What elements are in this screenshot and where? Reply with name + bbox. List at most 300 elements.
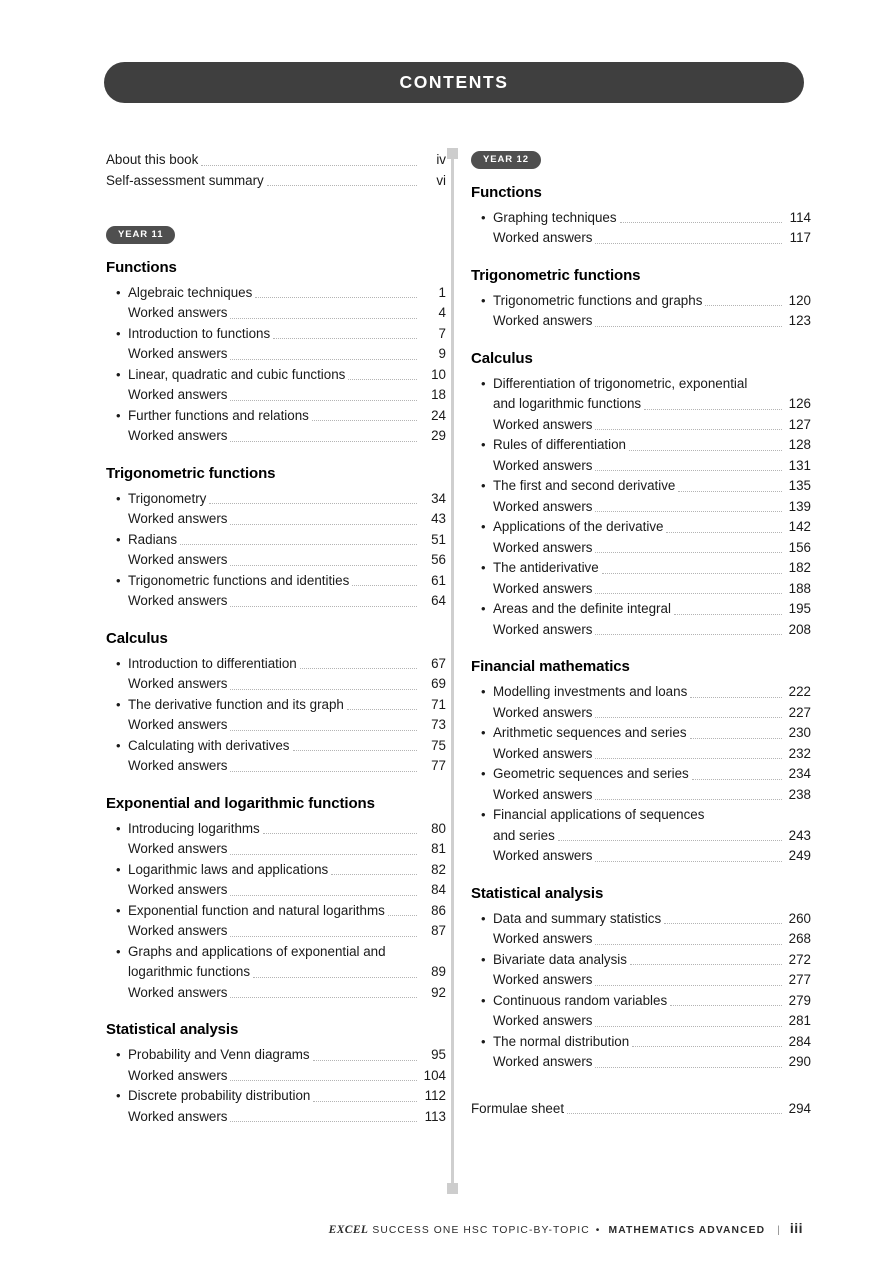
toc-entry-label: and series bbox=[493, 827, 555, 843]
toc-answers-row[interactable] bbox=[471, 703, 811, 724]
toc-entry-label: Calculating with derivatives bbox=[128, 737, 290, 753]
dot-leader bbox=[644, 409, 782, 410]
bullet-icon: • bbox=[481, 725, 486, 740]
bullet-icon: • bbox=[116, 325, 121, 341]
footer-subject: MATHEMATICS ADVANCED bbox=[608, 1225, 766, 1236]
toc-answers-row[interactable] bbox=[106, 1107, 446, 1128]
bullet-icon: • bbox=[481, 560, 486, 575]
toc-entry-page: 89 bbox=[431, 964, 446, 979]
toc-answers-page: 227 bbox=[788, 704, 811, 720]
toc-answers-label: Worked answers bbox=[128, 758, 228, 773]
toc-answers-row[interactable] bbox=[471, 1052, 811, 1073]
dot-leader bbox=[313, 1101, 417, 1102]
bullet-icon: • bbox=[116, 284, 121, 300]
toc-entry-page: 279 bbox=[788, 992, 811, 1008]
dot-leader bbox=[595, 1067, 782, 1068]
year-badge: YEAR 11 bbox=[106, 226, 175, 244]
toc-answers-label: Worked answers bbox=[128, 1067, 228, 1083]
toc-entry-wrapped[interactable] bbox=[471, 805, 811, 846]
toc-entry-row[interactable] bbox=[106, 901, 446, 922]
toc-entry-page: 80 bbox=[431, 820, 446, 836]
toc-entry-label-line1: Graphs and applications of exponential and bbox=[128, 943, 386, 959]
toc-entry-label: The normal distribution bbox=[493, 1033, 630, 1049]
bullet-icon: • bbox=[481, 375, 486, 391]
dot-leader bbox=[263, 833, 417, 834]
year-badge-row-right bbox=[471, 150, 811, 184]
toc-answers-label: Worked answers bbox=[493, 313, 593, 328]
toc-entry-label: Trigonometric functions and identities bbox=[128, 572, 350, 588]
dot-leader bbox=[620, 222, 782, 223]
dot-leader bbox=[230, 524, 417, 525]
dot-leader bbox=[666, 532, 782, 533]
toc-entry-label: Further functions and relations bbox=[128, 407, 309, 423]
toc-entry-row[interactable] bbox=[106, 654, 446, 675]
toc-entry-label: Introduction to differentiation bbox=[128, 655, 297, 671]
toc-answers-label: Worked answers bbox=[128, 1108, 228, 1124]
toc-entry-row[interactable] bbox=[471, 991, 811, 1012]
dot-leader bbox=[230, 936, 417, 937]
toc-entry-row[interactable] bbox=[471, 291, 811, 312]
toc-answers-label: Worked answers bbox=[128, 882, 228, 897]
section-heading: Calculus bbox=[471, 349, 533, 367]
dot-leader bbox=[180, 544, 417, 545]
right-column bbox=[471, 150, 811, 1119]
dot-leader bbox=[558, 840, 782, 841]
front-matter-label: About this book bbox=[106, 152, 199, 167]
toc-entry-row[interactable] bbox=[471, 764, 811, 785]
toc-entry-row[interactable] bbox=[471, 435, 811, 456]
toc-answers-row[interactable] bbox=[471, 744, 811, 765]
toc-entry-page: 142 bbox=[788, 519, 811, 534]
toc-entry-page: 71 bbox=[431, 696, 446, 712]
toc-answers-label: Worked answers bbox=[128, 593, 228, 608]
dot-leader bbox=[230, 606, 417, 607]
toc-answers-label: Worked answers bbox=[128, 841, 228, 856]
toc-answers-label: Worked answers bbox=[493, 416, 593, 432]
toc-entry-row[interactable] bbox=[106, 860, 446, 881]
column-divider-cap-top bbox=[447, 148, 458, 159]
dot-leader bbox=[273, 338, 417, 339]
toc-answers-label: Worked answers bbox=[128, 717, 228, 732]
toc-answers-page: 87 bbox=[431, 923, 446, 938]
page-title: CONTENTS bbox=[399, 72, 509, 92]
bullet-icon: • bbox=[481, 519, 486, 534]
bullet-icon: • bbox=[481, 910, 486, 926]
toc-answers-row[interactable] bbox=[106, 591, 446, 612]
dot-leader bbox=[630, 964, 782, 965]
toc-entry-label: Geometric sequences and series bbox=[493, 766, 689, 781]
dot-leader bbox=[230, 895, 417, 896]
section-heading: Trigonometric functions bbox=[106, 464, 276, 482]
toc-answers-row[interactable] bbox=[106, 550, 446, 571]
toc-answers-page: 64 bbox=[431, 593, 446, 608]
toc-entry-page: 234 bbox=[788, 766, 811, 781]
toc-answers-row[interactable] bbox=[106, 426, 446, 447]
toc-entry-row[interactable] bbox=[471, 682, 811, 703]
toc-entry-label: and logarithmic functions bbox=[493, 396, 642, 411]
toc-answers-page: 249 bbox=[788, 848, 811, 863]
dot-leader bbox=[348, 379, 417, 380]
toc-entry-label: Rules of differentiation bbox=[493, 437, 626, 452]
toc-entry-page: 95 bbox=[431, 1047, 446, 1062]
toc-answers-page: 56 bbox=[431, 552, 446, 567]
toc-entry-wrapped[interactable] bbox=[471, 374, 811, 415]
bullet-icon: • bbox=[116, 943, 121, 959]
toc-answers-page: 188 bbox=[788, 580, 811, 596]
toc-entry-page: 34 bbox=[431, 490, 446, 506]
front-matter-row[interactable] bbox=[106, 150, 446, 171]
dot-leader bbox=[664, 923, 782, 924]
toc-answers-label: Worked answers bbox=[493, 1013, 593, 1028]
front-matter-page: iv bbox=[436, 152, 446, 167]
dot-leader bbox=[670, 1005, 782, 1006]
toc-answers-label: Worked answers bbox=[128, 305, 228, 320]
dot-leader bbox=[230, 854, 417, 855]
toc-entry-label: Exponential function and natural logarithms bbox=[128, 902, 385, 918]
toc-answers-page: 123 bbox=[788, 313, 811, 328]
dot-leader bbox=[347, 709, 417, 710]
toc-entry-wrapped[interactable] bbox=[106, 942, 446, 983]
toc-answers-page: 73 bbox=[431, 717, 446, 732]
bullet-icon: • bbox=[481, 437, 486, 452]
dot-leader bbox=[293, 750, 417, 751]
section-heading: Functions bbox=[471, 183, 542, 201]
formulae-sheet-row[interactable] bbox=[471, 1099, 811, 1120]
footer-brand: EXCEL bbox=[328, 1224, 369, 1236]
toc-entry-page: 120 bbox=[788, 292, 811, 308]
toc-answers-row[interactable] bbox=[471, 620, 811, 641]
bullet-icon: • bbox=[116, 490, 121, 506]
toc-entry-row[interactable] bbox=[106, 365, 446, 386]
toc-entry-label: Radians bbox=[128, 531, 178, 547]
dot-leader bbox=[629, 450, 782, 451]
toc-answers-row[interactable] bbox=[471, 415, 811, 436]
bullet-icon: • bbox=[116, 531, 121, 547]
bullet-icon: • bbox=[481, 478, 486, 493]
dot-leader bbox=[595, 944, 782, 945]
dot-leader bbox=[595, 552, 782, 553]
toc-entry-page: 114 bbox=[789, 209, 811, 225]
toc-answers-row[interactable] bbox=[471, 228, 811, 249]
dot-leader bbox=[209, 503, 417, 504]
toc-answers-row[interactable] bbox=[106, 715, 446, 736]
bullet-icon: • bbox=[116, 655, 121, 671]
toc-entry-label: logarithmic functions bbox=[128, 964, 251, 979]
toc-answers-page: 18 bbox=[431, 387, 446, 402]
toc-answers-label: Worked answers bbox=[493, 457, 593, 473]
toc-answers-label: Worked answers bbox=[493, 972, 593, 987]
toc-answers-page: 232 bbox=[788, 745, 811, 761]
toc-answers-row[interactable] bbox=[471, 456, 811, 477]
toc-entry-row[interactable] bbox=[471, 909, 811, 930]
toc-answers-page: 277 bbox=[788, 972, 811, 987]
dot-leader bbox=[331, 874, 417, 875]
toc-answers-page: 281 bbox=[788, 1013, 811, 1028]
toc-answers-page: 139 bbox=[788, 498, 811, 514]
bullet-icon: • bbox=[481, 601, 486, 616]
toc-answers-row[interactable] bbox=[471, 929, 811, 950]
toc-answers-row[interactable] bbox=[471, 846, 811, 867]
toc-entry-page: 1 bbox=[438, 284, 446, 300]
bullet-icon: • bbox=[116, 1047, 121, 1062]
dot-leader bbox=[678, 491, 782, 492]
toc-entry-page: 284 bbox=[788, 1033, 811, 1049]
toc-answers-page: 69 bbox=[431, 676, 446, 691]
dot-leader bbox=[595, 326, 782, 327]
dot-leader bbox=[230, 400, 417, 401]
bullet-icon: • bbox=[481, 807, 486, 822]
toc-entry-row[interactable] bbox=[471, 950, 811, 971]
dot-leader bbox=[253, 977, 417, 978]
toc-entry-label: Discrete probability distribution bbox=[128, 1088, 311, 1103]
toc-answers-label: Worked answers bbox=[493, 848, 593, 863]
toc-answers-label: Worked answers bbox=[128, 428, 228, 443]
toc-entry-page: 82 bbox=[431, 861, 446, 877]
dot-leader bbox=[230, 359, 417, 360]
toc-entry-row[interactable] bbox=[471, 723, 811, 744]
bullet-icon: • bbox=[481, 209, 486, 225]
toc-answers-page: 43 bbox=[431, 511, 446, 526]
formulae-sheet-label: Formulae sheet bbox=[471, 1100, 565, 1116]
toc-entry-label-line1: Differentiation of trigonometric, exponential bbox=[493, 375, 748, 391]
toc-entry-row[interactable] bbox=[106, 406, 446, 427]
toc-answers-page: 4 bbox=[438, 305, 446, 320]
toc-answers-label: Worked answers bbox=[493, 1054, 593, 1069]
toc-entry-row[interactable] bbox=[106, 571, 446, 592]
toc-answers-row[interactable] bbox=[471, 970, 811, 991]
dot-leader bbox=[595, 985, 782, 986]
bullet-icon: • bbox=[116, 737, 121, 753]
toc-answers-row[interactable] bbox=[106, 880, 446, 901]
dot-leader bbox=[595, 634, 782, 635]
dot-leader bbox=[230, 441, 417, 442]
toc-entry-row[interactable] bbox=[106, 530, 446, 551]
toc-answers-page: 117 bbox=[789, 230, 811, 245]
toc-answers-page: 131 bbox=[788, 457, 811, 473]
toc-answers-row[interactable] bbox=[106, 921, 446, 942]
dot-leader bbox=[595, 429, 782, 430]
toc-entry-label: Introduction to functions bbox=[128, 325, 271, 341]
toc-entry-page: 260 bbox=[788, 910, 811, 926]
dot-leader bbox=[595, 511, 782, 512]
toc-answers-label: Worked answers bbox=[493, 498, 593, 514]
toc-answers-row[interactable] bbox=[471, 785, 811, 806]
bullet-icon: • bbox=[116, 820, 121, 836]
toc-answers-label: Worked answers bbox=[493, 745, 593, 761]
toc-entry-page: 7 bbox=[438, 325, 446, 341]
toc-answers-page: 104 bbox=[423, 1067, 446, 1083]
toc-answers-page: 81 bbox=[431, 841, 446, 856]
section-heading: Functions bbox=[106, 258, 177, 276]
toc-entry-label-line1: Financial applications of sequences bbox=[493, 807, 705, 822]
toc-entry-page: 243 bbox=[788, 827, 811, 843]
toc-entry-page: 135 bbox=[788, 478, 811, 493]
toc-entry-row[interactable] bbox=[106, 1086, 446, 1107]
dot-leader bbox=[230, 997, 417, 998]
dot-leader bbox=[313, 1060, 417, 1061]
dot-leader bbox=[602, 573, 782, 574]
toc-entry-row[interactable] bbox=[471, 599, 811, 620]
dot-leader bbox=[267, 185, 417, 186]
toc-entry-label: Arithmetic sequences and series bbox=[493, 725, 687, 740]
bullet-icon: • bbox=[116, 861, 121, 877]
toc-answers-page: 29 bbox=[431, 428, 446, 443]
toc-entry-label: Modelling investments and loans bbox=[493, 684, 688, 699]
toc-entry-label: Algebraic techniques bbox=[128, 284, 253, 300]
page-footer bbox=[0, 1220, 869, 1236]
toc-answers-label: Worked answers bbox=[128, 984, 228, 1000]
front-matter-row[interactable] bbox=[106, 171, 446, 192]
dot-leader bbox=[230, 1080, 417, 1081]
toc-entry-row[interactable] bbox=[493, 394, 811, 415]
bullet-icon: • bbox=[481, 1033, 486, 1049]
toc-entry-row[interactable] bbox=[106, 819, 446, 840]
dot-leader bbox=[595, 470, 782, 471]
toc-entry-row[interactable] bbox=[471, 1032, 811, 1053]
toc-answers-label: Worked answers bbox=[128, 923, 228, 938]
dot-leader bbox=[312, 420, 417, 421]
front-matter-page: vi bbox=[436, 172, 446, 188]
toc-entry-page: 195 bbox=[788, 601, 811, 616]
toc-entry-page: 51 bbox=[431, 531, 446, 547]
toc-answers-label: Worked answers bbox=[128, 511, 228, 526]
toc-answers-row[interactable] bbox=[106, 839, 446, 860]
toc-entry-label: Data and summary statistics bbox=[493, 910, 662, 926]
section-heading: Statistical analysis bbox=[106, 1021, 239, 1038]
toc-answers-page: 77 bbox=[431, 758, 446, 773]
toc-entry-label: Areas and the definite integral bbox=[493, 601, 671, 616]
toc-answers-row[interactable] bbox=[106, 674, 446, 695]
bullet-icon: • bbox=[116, 572, 121, 588]
toc-entry-row[interactable] bbox=[106, 1045, 446, 1066]
toc-entry-row[interactable] bbox=[471, 208, 811, 229]
toc-answers-label: Worked answers bbox=[128, 387, 228, 402]
formulae-sheet-page: 294 bbox=[788, 1100, 811, 1116]
column-divider-cap-bottom bbox=[447, 1183, 458, 1194]
toc-entry-row[interactable] bbox=[106, 489, 446, 510]
toc-entry-label: The derivative function and its graph bbox=[128, 696, 344, 712]
toc-entry-page: 182 bbox=[788, 560, 811, 575]
year-badge: YEAR 12 bbox=[471, 151, 541, 169]
dot-leader bbox=[690, 738, 782, 739]
toc-entry-label: Applications of the derivative bbox=[493, 519, 664, 534]
toc-answers-row[interactable] bbox=[106, 509, 446, 530]
toc-answers-row[interactable] bbox=[471, 497, 811, 518]
footer-divider: | bbox=[777, 1225, 780, 1236]
toc-answers-page: 208 bbox=[788, 621, 811, 637]
toc-answers-row[interactable] bbox=[106, 983, 446, 1004]
dot-leader bbox=[595, 593, 782, 594]
toc-entry-page: 61 bbox=[431, 572, 446, 588]
dot-leader bbox=[230, 771, 417, 772]
bullet-icon: • bbox=[481, 684, 486, 699]
toc-answers-label: Worked answers bbox=[493, 704, 593, 720]
toc-entry-label: Continuous random variables bbox=[493, 992, 668, 1008]
toc-answers-label: Worked answers bbox=[128, 346, 228, 361]
toc-answers-row[interactable] bbox=[106, 385, 446, 406]
dot-leader bbox=[230, 565, 417, 566]
toc-answers-label: Worked answers bbox=[128, 676, 228, 691]
dot-leader bbox=[690, 697, 782, 698]
toc-entry-row[interactable] bbox=[471, 558, 811, 579]
year-badge-row-left bbox=[106, 225, 446, 259]
toc-answers-row[interactable] bbox=[106, 303, 446, 324]
bullet-icon: • bbox=[116, 366, 121, 382]
dot-leader bbox=[388, 915, 417, 916]
dot-leader bbox=[674, 614, 782, 615]
toc-entry-page: 10 bbox=[431, 366, 446, 382]
toc-entry-row[interactable] bbox=[471, 517, 811, 538]
toc-answers-row[interactable] bbox=[471, 311, 811, 332]
toc-answers-label: Worked answers bbox=[493, 580, 593, 596]
bullet-icon: • bbox=[116, 696, 121, 712]
toc-answers-row[interactable] bbox=[106, 1066, 446, 1087]
toc-entry-row[interactable] bbox=[106, 283, 446, 304]
toc-entry-page: 86 bbox=[431, 902, 446, 918]
toc-answers-page: 156 bbox=[788, 539, 811, 555]
toc-entry-row[interactable] bbox=[106, 695, 446, 716]
dot-leader bbox=[595, 799, 782, 800]
toc-answers-label: Worked answers bbox=[493, 931, 593, 946]
toc-answers-row[interactable] bbox=[106, 756, 446, 777]
dot-leader bbox=[255, 297, 417, 298]
toc-entry-label: The antiderivative bbox=[493, 560, 599, 575]
toc-entry-row[interactable] bbox=[128, 962, 446, 983]
toc-entry-label: Trigonometry bbox=[128, 490, 207, 506]
toc-answers-page: 92 bbox=[431, 984, 446, 1000]
bullet-icon: • bbox=[116, 1088, 121, 1103]
toc-entry-label: Linear, quadratic and cubic functions bbox=[128, 366, 346, 382]
toc-answers-label: Worked answers bbox=[493, 539, 593, 555]
toc-answers-page: 9 bbox=[438, 346, 446, 361]
bullet-icon: • bbox=[481, 292, 486, 308]
toc-entry-label: Probability and Venn diagrams bbox=[128, 1047, 310, 1062]
dot-leader bbox=[201, 165, 417, 166]
toc-entry-page: 222 bbox=[788, 684, 811, 699]
toc-entry-page: 272 bbox=[788, 951, 811, 967]
dot-leader bbox=[230, 318, 417, 319]
dot-leader bbox=[567, 1113, 782, 1114]
toc-entry-page: 126 bbox=[788, 396, 811, 411]
bullet-icon: • bbox=[481, 992, 486, 1008]
toc-answers-row[interactable] bbox=[471, 538, 811, 559]
footer-series: SUCCESS ONE HSC TOPIC-BY-TOPIC bbox=[372, 1225, 590, 1236]
toc-entry-row[interactable] bbox=[471, 476, 811, 497]
toc-answers-label: Worked answers bbox=[493, 786, 593, 802]
section-heading: Trigonometric functions bbox=[471, 266, 641, 284]
toc-answers-row[interactable] bbox=[471, 1011, 811, 1032]
toc-answers-page: 238 bbox=[788, 786, 811, 802]
section-heading: Calculus bbox=[106, 629, 168, 647]
toc-answers-page: 127 bbox=[788, 416, 811, 432]
dot-leader bbox=[352, 585, 417, 586]
toc-entry-row[interactable] bbox=[106, 324, 446, 345]
toc-entry-label: Introducing logarithms bbox=[128, 820, 260, 836]
toc-entry-label: Bivariate data analysis bbox=[493, 951, 627, 967]
toc-entry-row[interactable] bbox=[106, 736, 446, 757]
toc-answers-row[interactable] bbox=[471, 579, 811, 600]
toc-entry-page: 112 bbox=[424, 1088, 446, 1103]
toc-entry-label: Logarithmic laws and applications bbox=[128, 861, 329, 877]
dot-leader bbox=[230, 730, 417, 731]
toc-entry-row[interactable] bbox=[493, 826, 811, 847]
dot-leader bbox=[632, 1046, 782, 1047]
section-heading: Statistical analysis bbox=[471, 884, 604, 902]
toc-entry-label: The first and second derivative bbox=[493, 478, 676, 493]
dot-leader bbox=[595, 1026, 782, 1027]
toc-answers-label: Worked answers bbox=[493, 621, 593, 637]
toc-answers-row[interactable] bbox=[106, 344, 446, 365]
